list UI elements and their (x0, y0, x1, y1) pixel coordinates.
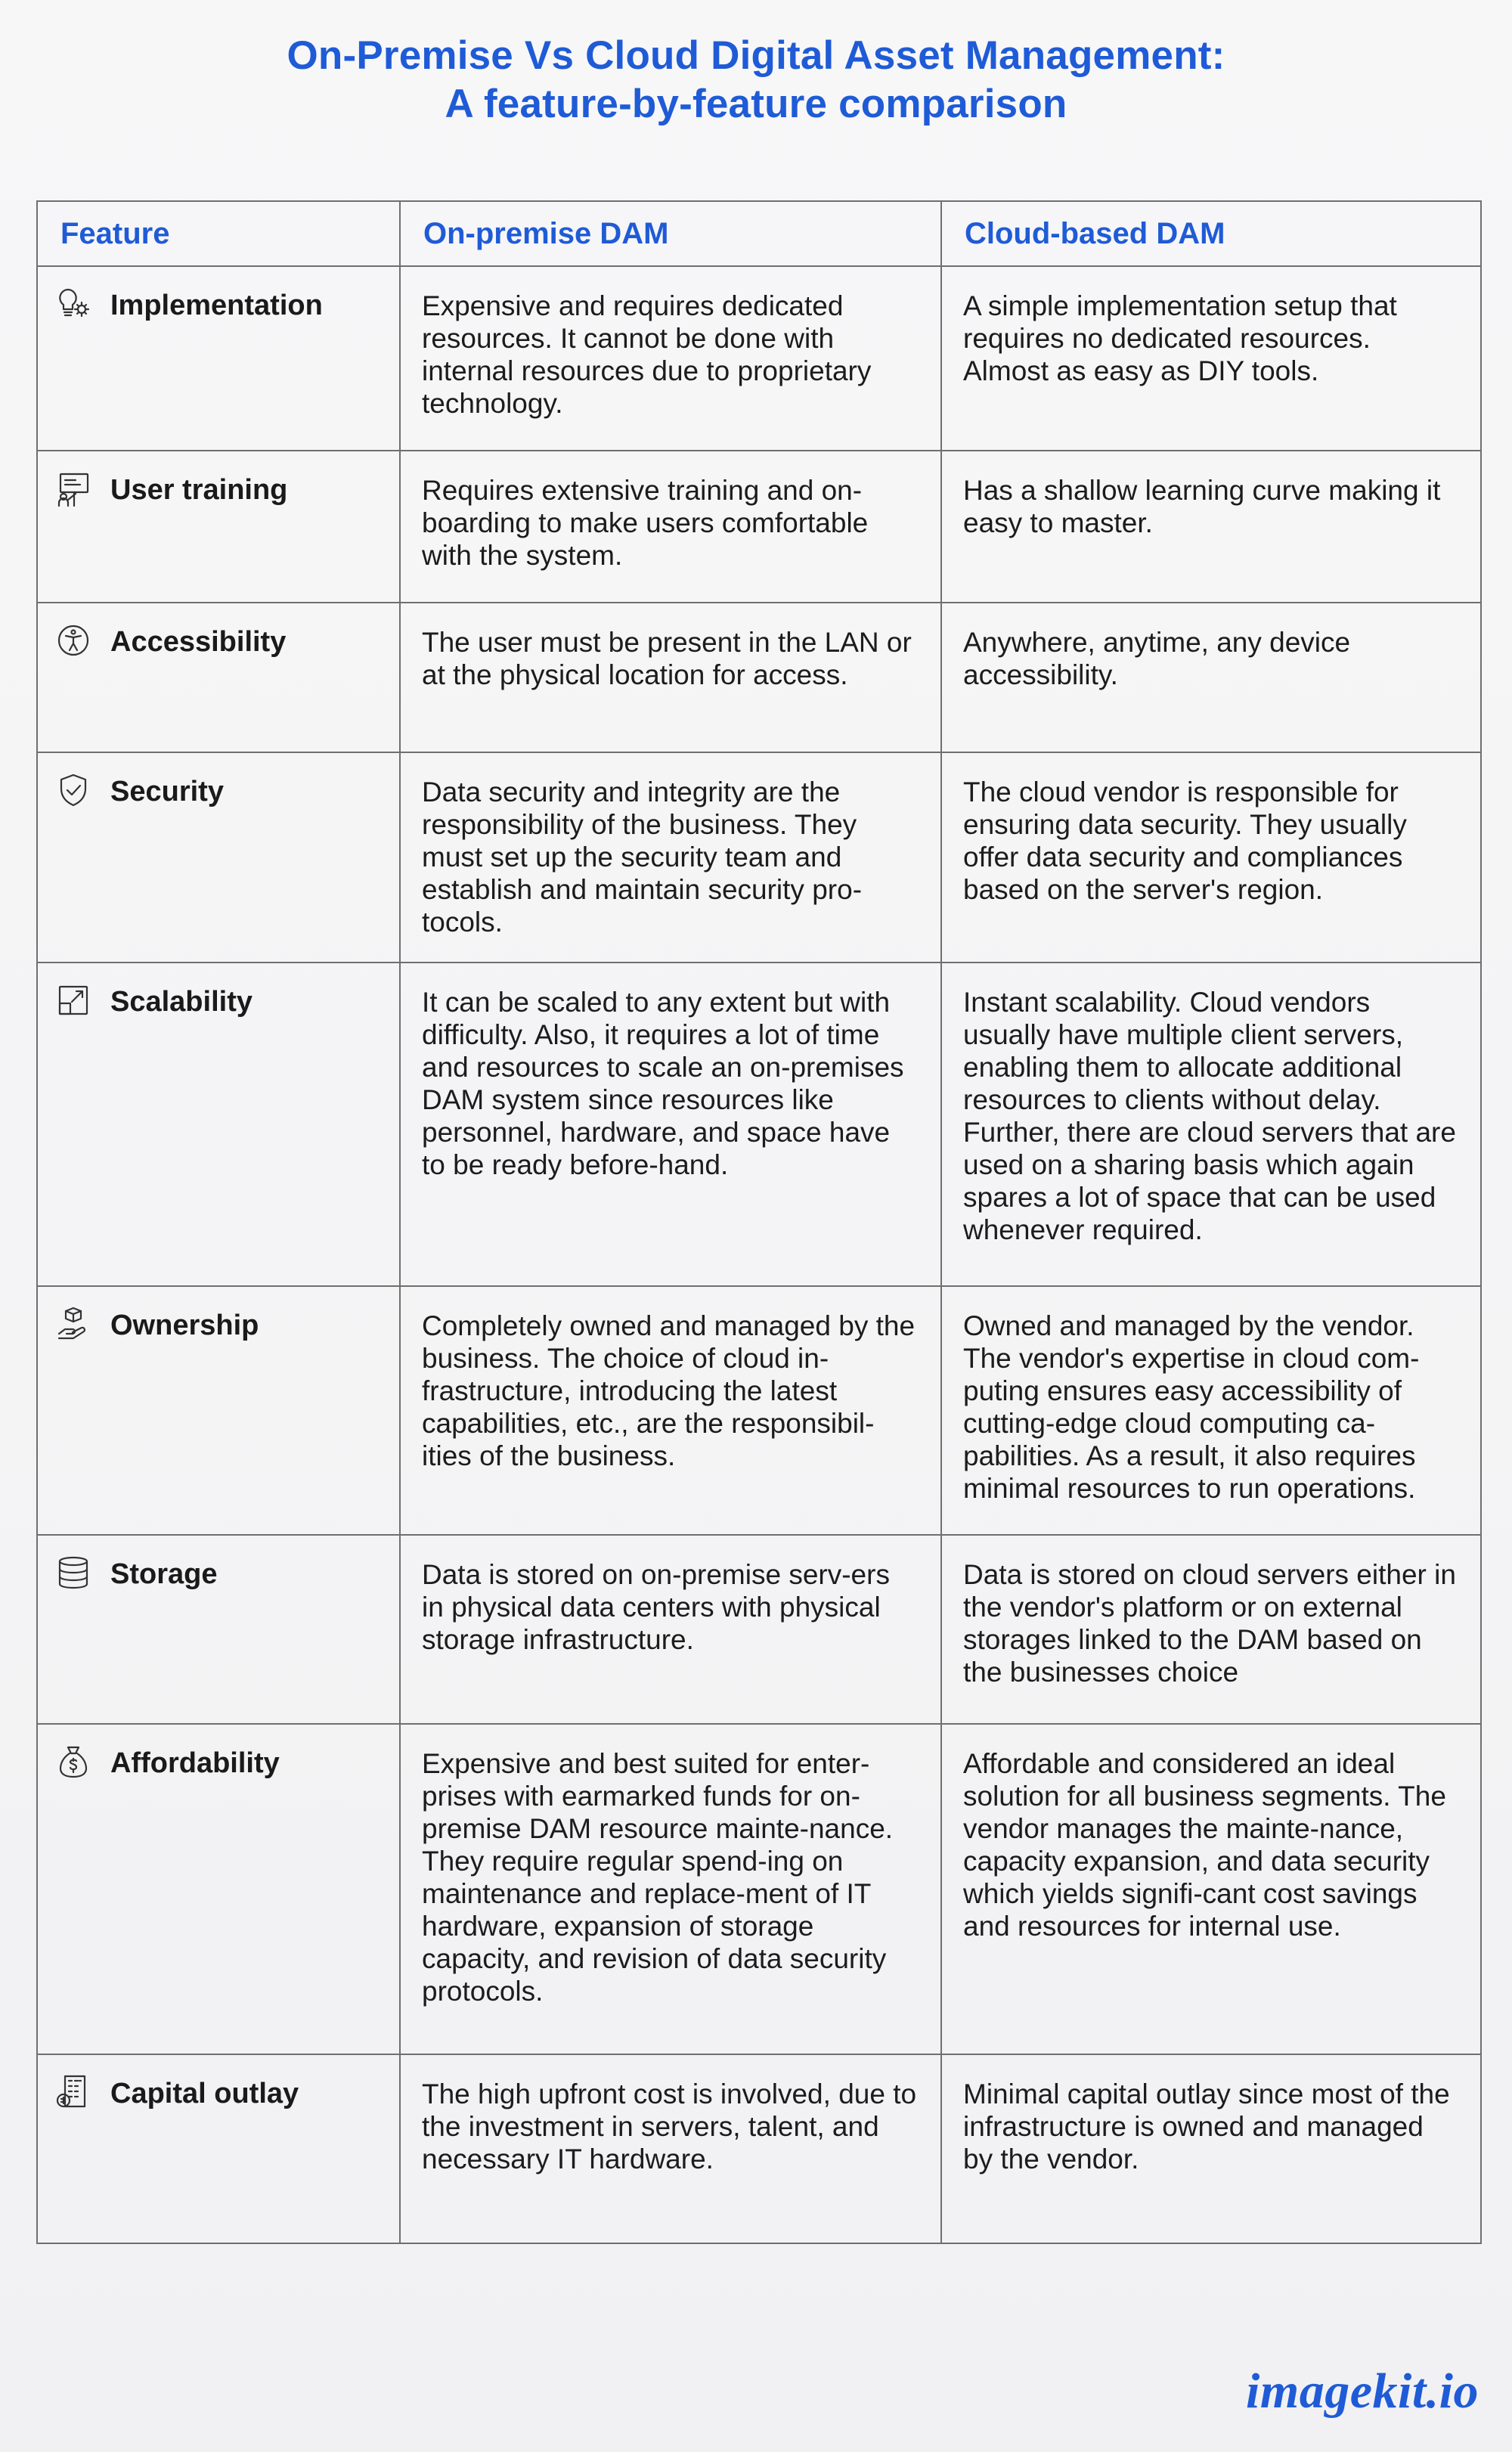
cloud-cell: Data is stored on cloud servers either in the vendor's platform or on external storages linked to the DAM based on the businesses choice (941, 1535, 1481, 1724)
feature-cell (37, 963, 400, 1286)
table-row (37, 1286, 1481, 1535)
table-row (37, 1535, 1481, 1724)
feature-cell (37, 1535, 400, 1724)
on-premise-cell: Data is stored on on-premise serv-ers in physical data centers with physical storage infrastructure. (400, 1535, 941, 1724)
feature-name: User training (110, 474, 288, 506)
feature-cell (37, 1724, 400, 2054)
presentation-icon (53, 468, 94, 509)
cloud-cell: The cloud vendor is responsible for ensuring data security. They usually offer data security and compliances based on the server's region. (941, 752, 1481, 963)
table-row (37, 963, 1481, 1286)
table-row (37, 1724, 1481, 2054)
feature-name: Ownership (110, 1310, 259, 1341)
on-premise-cell: Expensive and requires dedicated resources. It cannot be done with internal resources due to proprietary technology. (400, 266, 941, 451)
on-premise-cell: Expensive and best suited for enter-prises with earmarked funds for on-premise DAM resource mainte-nance. They require regular spend-ing on maintenance and replace-ment of IT hardware, expansion of storage capacity, and revision of data security protocols. (400, 1724, 941, 2054)
on-premise-cell: It can be scaled to any extent but with difficulty. Also, it requires a lot of time and resources to scale an on-premises DAM system since resources like personnel, hardware, and space have to be ready before-hand. (400, 963, 941, 1286)
expand-arrow-icon (53, 980, 94, 1021)
table-row (37, 2054, 1481, 2243)
on-premise-cell: Data security and integrity are the responsibility of the business. They must set up the security team and establish and maintain security pro-tocols. (400, 752, 941, 963)
feature-name: Accessibility (110, 626, 287, 658)
feature-cell (37, 451, 400, 603)
feature-cell (37, 1286, 400, 1535)
on-premise-cell: Completely owned and managed by the business. The choice of cloud in-frastructure, introducing the latest capabilities, etc., are the responsibil-ities of the business. (400, 1286, 941, 1535)
feature-cell (37, 266, 400, 451)
table-row (37, 603, 1481, 752)
feature-name: Implementation (110, 290, 323, 321)
lightbulb-gear-icon (53, 284, 94, 324)
feature-name: Scalability (110, 986, 253, 1018)
cloud-cell: Instant scalability. Cloud vendors usually have multiple client servers, enabling them to allocate additional resources to clients without delay. Further, there are cloud servers that are used on a sharing basis which again spares a lot of space that can be used whenever required. (941, 963, 1481, 1286)
header-cloud: Cloud-based DAM (941, 201, 1481, 266)
feature-cell (37, 2054, 400, 2243)
imagekit-logo: imagekit.io (1246, 2364, 1479, 2419)
header-on-premise: On-premise DAM (400, 201, 941, 266)
on-premise-cell: Requires extensive training and on-boarding to make users comfortable with the system. (400, 451, 941, 603)
comparison-table (36, 200, 1482, 2244)
feature-name: Storage (110, 1558, 218, 1590)
cloud-cell: Owned and managed by the vendor. The vendor's expertise in cloud com-puting ensures easy accessibility of cutting-edge cloud computing ca-pabilities. As a result, it also requires minimal resources to run operations. (941, 1286, 1481, 1535)
title-line-1: On-Premise Vs Cloud Digital Asset Management: (287, 33, 1225, 78)
table-row (37, 266, 1481, 451)
cloud-cell: Has a shallow learning curve making it easy to master. (941, 451, 1481, 603)
feature-name: Security (110, 776, 224, 808)
feature-cell (37, 752, 400, 963)
table-header-row (37, 201, 1481, 266)
shield-check-icon (53, 770, 94, 811)
feature-name: Affordability (110, 1747, 280, 1779)
on-premise-cell: The user must be present in the LAN or at the physical location for access. (400, 603, 941, 752)
hand-box-icon (53, 1303, 94, 1344)
on-premise-cell: The high upfront cost is involved, due to the investment in servers, talent, and necessary IT hardware. (400, 2054, 941, 2243)
page-title (0, 32, 1512, 129)
database-icon (53, 1552, 94, 1593)
cloud-cell: Anywhere, anytime, any device accessibility. (941, 603, 1481, 752)
table-row (37, 451, 1481, 603)
cloud-cell: Affordable and considered an ideal solution for all business segments. The vendor manages the mainte-nance, capacity expansion, and data security which yields signifi-cant cost savings and resources for internal use. (941, 1724, 1481, 2054)
building-coin-icon (53, 2072, 94, 2113)
cloud-cell: A simple implementation setup that requires no dedicated resources. Almost as easy as DIY tools. (941, 266, 1481, 451)
feature-name: Capital outlay (110, 2078, 299, 2109)
cloud-cell: Minimal capital outlay since most of the infrastructure is owned and managed by the vendor. (941, 2054, 1481, 2243)
feature-cell (37, 603, 400, 752)
money-bag-icon (53, 1741, 94, 1782)
header-feature: Feature (37, 201, 400, 266)
title-line-2: A feature-by-feature comparison (445, 82, 1067, 126)
table-row (37, 752, 1481, 963)
accessibility-icon (53, 620, 94, 661)
